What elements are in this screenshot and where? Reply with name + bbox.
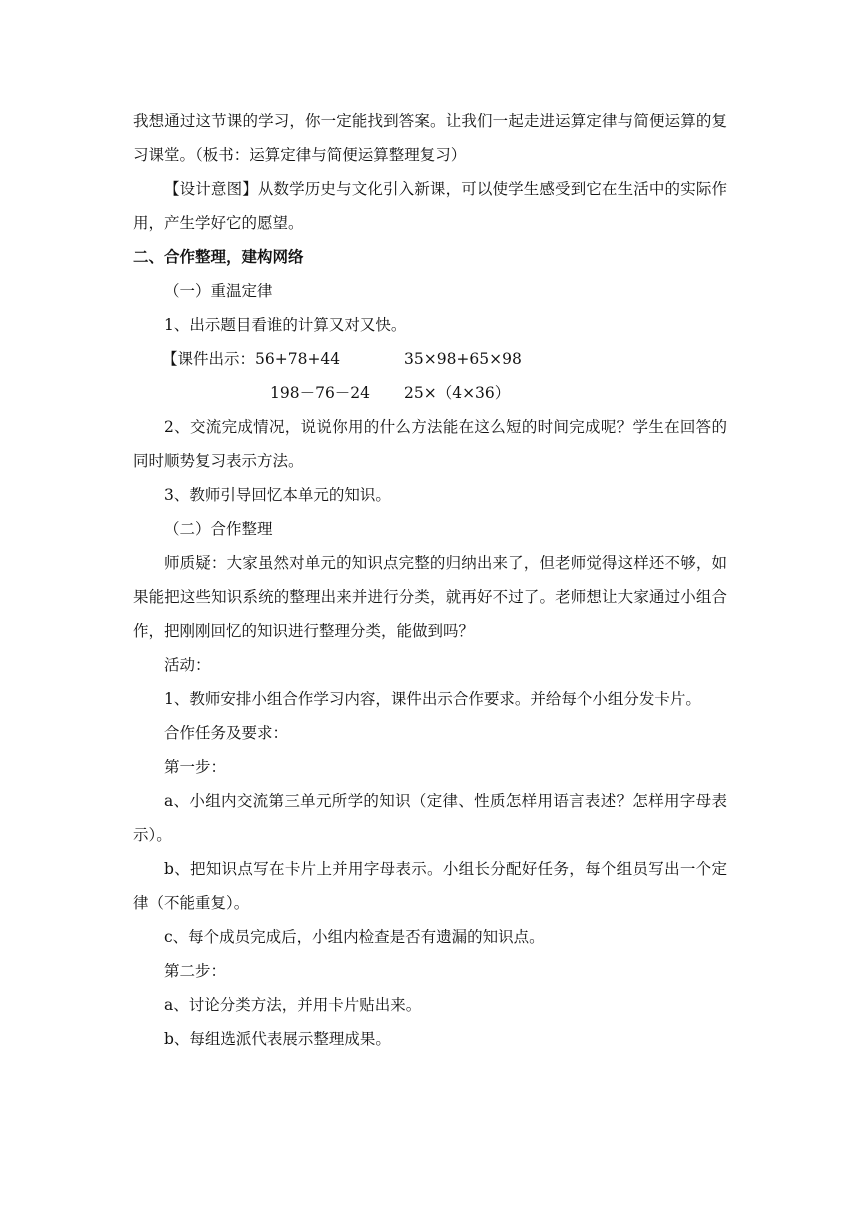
step-1-label: 第一步：	[164, 758, 227, 776]
step-2-label: 第二步：	[164, 962, 227, 980]
step-1-item-b: b、把知识点写在卡片上并用字母表示。小组长分配好任务，每个组员写出一个定律（不能重复）。	[133, 860, 727, 912]
paragraph-design-intent: 【设计意图】从数学历史与文化引入新课，可以使学生感受到它在生活中的实际作用，产生学好它的愿望。	[133, 180, 727, 232]
list-item-1: 1、出示题目看谁的计算又对又快。	[164, 316, 407, 334]
expression-3: 198－76－24	[270, 384, 371, 402]
courseware-expressions	[133, 342, 727, 410]
document-body	[133, 104, 727, 1056]
step-2-item-b: b、每组选派代表展示整理成果。	[164, 1030, 391, 1048]
step-1-item-c: c、每个成员完成后，小组内检查是否有遗漏的知识点。	[164, 928, 545, 946]
section-heading-2: 二、合作整理，建构网络	[133, 248, 304, 266]
activity-item-1: 1、教师安排小组合作学习内容，课件出示合作要求。并给每个小组分发卡片。	[164, 690, 701, 708]
expression-4: 25×（4×36）	[404, 384, 511, 402]
step-2-item-a: a、讨论分类方法，并用卡片贴出来。	[164, 996, 422, 1014]
activity-label: 活动：	[164, 656, 211, 674]
task-label: 合作任务及要求：	[164, 724, 289, 742]
subsection-heading-2: （二）合作整理	[164, 520, 273, 538]
expression-2: 35×98+65×98	[404, 350, 522, 368]
courseware-row-1	[162, 342, 404, 376]
paragraph-teacher-question: 师质疑：大家虽然对单元的知识点完整的归纳出来了，但老师觉得这样还不够，如果能把这些知识系统的整理出来并进行分类，就再好不过了。老师想让大家通过小组合作，把刚刚回忆的知识进行整理分类，能做到吗？	[133, 554, 727, 640]
paragraph-intro: 我想通过这节课的学习，你一定能找到答案。让我们一起走进运算定律与简便运算的复习课堂。（板书：运算定律与简便运算整理复习）	[133, 112, 727, 164]
list-item-3: 3、教师引导回忆本单元的知识。	[164, 486, 391, 504]
subsection-heading-1: （一）重温定律	[164, 282, 273, 300]
list-item-2: 2、交流完成情况，说说你用的什么方法能在这么短的时间完成呢？学生在回答的同时顺势复习表示方法。	[133, 418, 727, 470]
courseware-label: 【课件出示：	[162, 350, 256, 368]
expression-1: 56+78+44	[255, 350, 341, 368]
step-1-item-a: a、小组内交流第三单元所学的知识（定律、性质怎样用语言表述？怎样用字母表示）。	[133, 792, 727, 844]
